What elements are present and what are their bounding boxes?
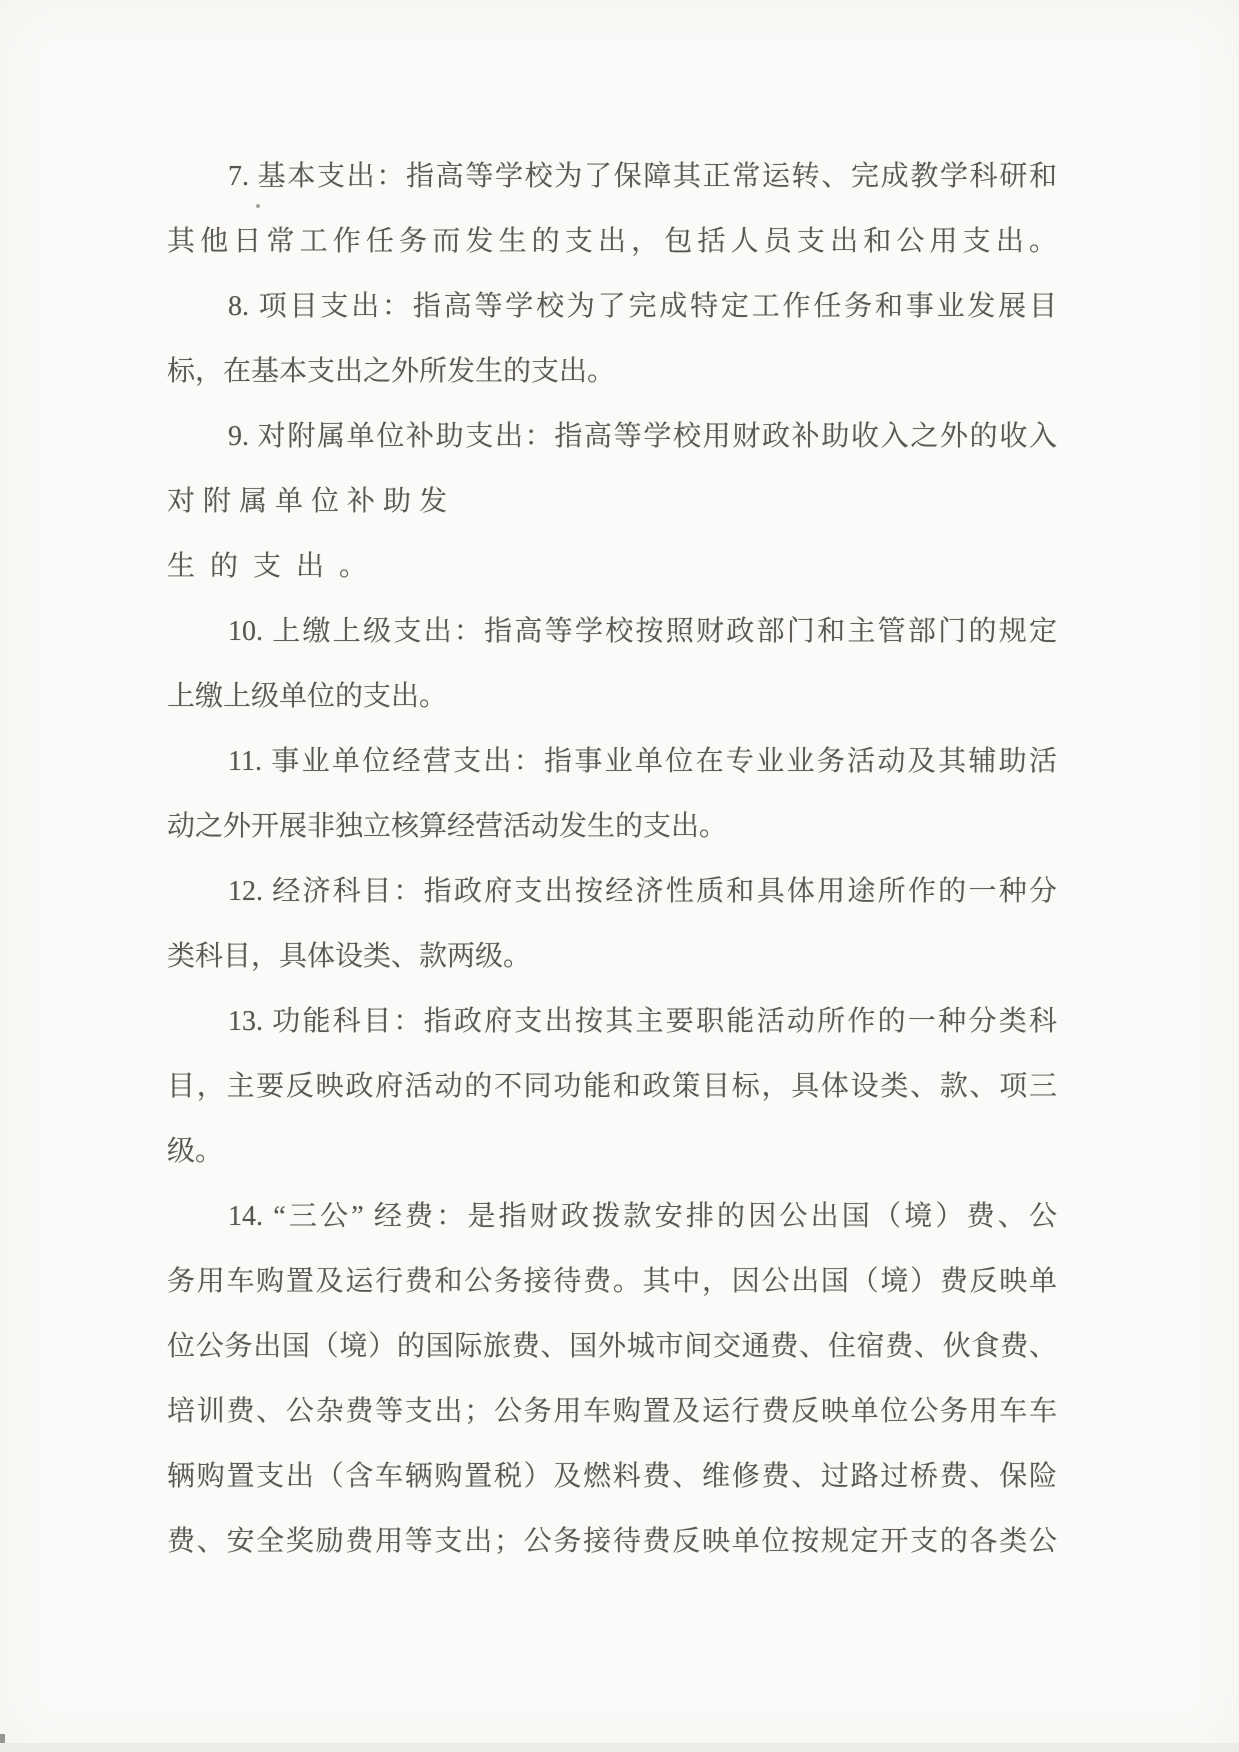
document-body [167,158,1057,1588]
text-line: 上缴上级单位的支出。 [167,681,448,712]
text-line: 位公务出国（境）的国际旅费、国外城市间交通费、住宿费、伙食费、 [167,1331,1057,1362]
text-line: 目，主要反映政府活动的不同功能和政策目标，具体设类、款、项三 [167,1071,1057,1102]
text-line: 辆购置支出（含车辆购置税）及燃料费、维修费、过路过桥费、保险 [167,1461,1057,1492]
text-line: 生的支出。 [167,551,383,582]
text-line: 级。 [167,1136,224,1167]
text-line: 12. 经济科目：指政府支出按经济性质和具体用途所作的一种分 [228,876,1057,907]
text-line: 8. 项目支出：指高等学校为了完成特定工作任务和事业发展目 [228,291,1057,322]
text-line: 类科目，具体设类、款两级。 [167,941,532,972]
text-line: 务用车购置及运行费和公务接待费。其中，因公出国（境）费反映单 [167,1266,1057,1297]
text-line: 13. 功能科目：指政府支出按其主要职能活动所作的一种分类科 [228,1006,1057,1037]
text-line: 培训费、公杂费等支出；公务用车购置及运行费反映单位公务用车车 [167,1396,1057,1427]
text-line: 动之外开展非独立核算经营活动发生的支出。 [167,811,728,842]
text-line: 9. 对附属单位补助支出：指高等学校用财政补助收入之外的收入 [228,421,1057,452]
text-line: 14. “三公” 经费：是指财政拨款安排的因公出国（境）费、公 [228,1201,1057,1232]
text-line: 标，在基本支出之外所发生的支出。 [167,356,616,387]
scan-artifact-dot [256,204,260,208]
scan-edge-shadow [0,1743,1239,1752]
text-line: 其他日常工作任务而发生的支出，包括人员支出和公用支出。 [167,226,1057,257]
text-line: 10. 上缴上级支出：指高等学校按照财政部门和主管部门的规定 [228,616,1057,647]
text-line: 11. 事业单位经营支出：指事业单位在专业业务活动及其辅助活 [228,746,1057,777]
text-line: 对附属单位补助发 [167,486,456,517]
text-line: 费、安全奖励费用等支出；公务接待费反映单位按规定开支的各类公 [167,1526,1057,1557]
text-line: 7. 基本支出：指高等学校为了保障其正常运转、完成教学科研和 [228,161,1057,192]
